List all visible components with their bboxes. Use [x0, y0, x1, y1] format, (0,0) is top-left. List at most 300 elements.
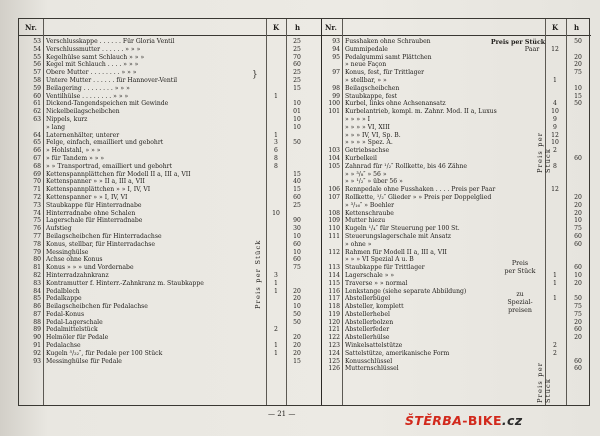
table-row [322, 54, 591, 62]
price-heller: 20 [293, 295, 301, 303]
price-kronen: 12 [551, 186, 559, 194]
price-heller: 10 [293, 100, 301, 108]
price-heller: 10 [293, 232, 301, 240]
part-number: 65 [33, 139, 41, 147]
part-description: Rahmen für Modell II a, III a, VII [345, 248, 447, 256]
part-description: Kegel mit Schlauch . . . . » » » [46, 61, 139, 69]
part-number: 64 [33, 131, 41, 139]
table-row [19, 171, 321, 179]
part-number: 123 [328, 342, 340, 350]
price-kronen: 1 [553, 76, 557, 84]
part-number: 72 [33, 193, 41, 201]
part-number: 62 [33, 108, 41, 116]
table-row [19, 69, 321, 77]
price-heller: 50 [293, 310, 301, 318]
part-description: Rollkette, ¹/₂″ Glieder » » Preis per Doppelglied [345, 193, 492, 201]
table-row [19, 241, 321, 249]
part-description: » » » » I [345, 115, 371, 123]
part-description: Traverse » » normal [345, 279, 408, 287]
part-description: » » Transportrad, emailliert und gebohrt [46, 162, 173, 170]
table-row [19, 303, 321, 311]
table-row [19, 54, 321, 62]
part-number: 97 [332, 69, 340, 77]
price-heller: 20 [574, 318, 582, 326]
table-row [19, 178, 321, 186]
part-number: 91 [33, 342, 41, 350]
part-description: Achse ohne Konus [46, 256, 103, 264]
part-number: 58 [33, 76, 41, 84]
part-description: Kettenspannplättchen » » I, IV, VI [46, 186, 151, 194]
table-row [322, 225, 591, 233]
price-heller: 60 [574, 365, 582, 373]
table-row [19, 256, 321, 264]
part-description: Untere Mutter . . . . . . für Hannover-Ventil [46, 76, 178, 84]
header-nr-right: Nr. [325, 23, 337, 32]
part-description: Kegelhülse samt Schlauch » » » [46, 53, 145, 61]
price-heller: 10 [574, 217, 582, 225]
price-heller: 50 [293, 318, 301, 326]
part-description: Sattelstütze, amerikanische Form [345, 349, 450, 357]
part-description: Helmöler für Pedale [46, 334, 109, 342]
header-h-right: h [574, 23, 580, 32]
part-number: 79 [33, 248, 41, 256]
part-description: Gummipedale [345, 45, 388, 53]
table-row [322, 311, 591, 319]
part-description: Beilagering . . . . . . . . » » » [46, 84, 130, 92]
part-description: Hinterradzahnkranz [46, 271, 109, 279]
price-heller: 75 [293, 264, 301, 272]
price-kronen: 1 [274, 131, 278, 139]
part-number: 101 [328, 108, 340, 116]
table-row [19, 155, 321, 163]
table-row [322, 61, 591, 69]
part-number: 83 [33, 279, 41, 287]
part-number: 105 [328, 162, 340, 170]
part-description: » » » VI Spezial A u. B [345, 256, 414, 264]
table-row [19, 326, 321, 334]
part-number: 109 [328, 217, 340, 225]
part-number: 59 [33, 84, 41, 92]
part-description: Kurbel, links ohne Achsenansatz [345, 100, 446, 108]
price-kronen: 1 [274, 92, 278, 100]
price-kronen: 8 [553, 162, 557, 170]
price-heller: 60 [293, 240, 301, 248]
part-number: 81 [33, 264, 41, 272]
part-number: 57 [33, 69, 41, 77]
price-heller: 60 [293, 61, 301, 69]
price-heller: 40 [293, 178, 301, 186]
price-kronen: 8 [274, 162, 278, 170]
price-heller: 10 [574, 271, 582, 279]
table-row [322, 319, 591, 327]
part-description: Staubkappe für Trittlager [345, 264, 425, 272]
part-number: 108 [328, 209, 340, 217]
part-description: Lagerschale » » [345, 271, 395, 279]
part-description: » » ¹/₂″ » über 56 » [345, 178, 403, 186]
parts-table [18, 18, 590, 406]
part-number: 122 [328, 334, 340, 342]
page-number: — 21 — [268, 410, 296, 418]
table-row [322, 272, 591, 280]
price-kronen: 3 [274, 271, 278, 279]
part-number: 55 [33, 53, 41, 61]
part-number: 80 [33, 256, 41, 264]
part-description: Mutternschlüssel [345, 365, 399, 373]
table-row [19, 210, 321, 218]
part-description: Kettenspanner » » II a, III a, VII [46, 178, 145, 186]
price-heller: 90 [293, 217, 301, 225]
table-row [19, 147, 321, 155]
part-number: 114 [328, 271, 340, 279]
part-number: 92 [33, 349, 41, 357]
table-row [19, 139, 321, 147]
price-heller: 20 [574, 209, 582, 217]
part-number: 86 [33, 303, 41, 311]
part-description: » » ³/₈″ » 56 » [345, 170, 387, 178]
part-description: Nickelbeilagscheibchen [46, 108, 120, 116]
part-description: Kurbelantrieb, kompl. m. Zahnr. Mod. II a, Luxus [345, 108, 497, 116]
price-heller: 20 [293, 342, 301, 350]
part-number: 54 [33, 45, 41, 53]
price-heller: 15 [574, 92, 582, 100]
price-heller: 60 [574, 154, 582, 162]
table-row [322, 326, 591, 334]
part-description: Pedalachse [46, 342, 81, 350]
table-row [19, 116, 321, 124]
part-description: Beilagscheibchen [345, 84, 400, 92]
part-description: » für Tandem » » » [46, 154, 105, 162]
table-row [322, 256, 591, 264]
note-preis-top: Preis per Stück [490, 39, 546, 46]
part-description: » ³/₁₆″ » Boehler [345, 201, 395, 209]
price-heller: 50 [574, 100, 582, 108]
part-number: 120 [328, 318, 340, 326]
part-number: 124 [328, 349, 340, 357]
part-number: 107 [328, 193, 340, 201]
table-row [19, 358, 321, 366]
page-footer [0, 410, 600, 432]
table-row [19, 85, 321, 93]
part-number: 104 [328, 154, 340, 162]
price-kronen: 10 [551, 108, 559, 116]
table-row [322, 249, 591, 257]
part-description: Kugeln ⁵/₃₂″, für Pedale per 100 Stück [46, 349, 163, 357]
part-description: Pedalkappe [46, 295, 82, 303]
table-row [19, 288, 321, 296]
price-kronen: 8 [274, 154, 278, 162]
part-number: 119 [328, 310, 340, 318]
price-heller: 25 [293, 76, 301, 84]
price-heller: 01 [293, 108, 301, 116]
part-number: 99 [332, 92, 340, 100]
left-column [19, 19, 322, 405]
price-heller: 20 [293, 334, 301, 342]
price-kronen: 1 [274, 342, 278, 350]
price-kronen: 12 [551, 131, 559, 139]
part-number: 75 [33, 217, 41, 225]
part-number: 68 [33, 162, 41, 170]
price-kronen: 2 [553, 349, 557, 357]
price-heller: 30 [293, 225, 301, 233]
price-kronen: 9 [553, 123, 557, 131]
part-description: Lenkstange (siehe separate Abbildung) [345, 287, 467, 295]
price-heller: 20 [574, 334, 582, 342]
part-description: Staubkappe für Hinterradnabe [46, 201, 142, 209]
table-row [322, 295, 591, 303]
part-description: Kettenspannplättchen für Modell II a, III a, VII [46, 170, 191, 178]
price-kronen: 1 [274, 349, 278, 357]
part-description: Obere Mutter . . . . . . . . » » » [46, 69, 137, 77]
price-kronen: 1 [274, 279, 278, 287]
part-description: Abstellerhülse [345, 334, 390, 342]
part-number: 112 [328, 248, 340, 256]
price-heller: 50 [293, 139, 301, 147]
part-description: Fusshaken ohne Schrauben [345, 38, 431, 45]
table-row [19, 132, 321, 140]
part-description: » » » » VI, XIII [345, 123, 390, 131]
table-row [19, 202, 321, 210]
table-row [322, 210, 591, 218]
part-number: 53 [33, 38, 41, 45]
part-number: 71 [33, 186, 41, 194]
part-description: Abstellerbolzen [345, 318, 394, 326]
price-heller: 15 [293, 84, 301, 92]
part-number: 89 [33, 326, 41, 334]
price-heller: 10 [293, 248, 301, 256]
table-row [322, 241, 591, 249]
part-number: 103 [328, 147, 340, 155]
part-description: Fedal-Konus [46, 310, 85, 318]
part-description: Pedalgummi samt Plättchen [345, 53, 432, 61]
part-description: Absteller, komplett [345, 303, 404, 311]
price-kronen: 2 [553, 342, 557, 350]
table-row [322, 217, 591, 225]
price-heller: 20 [293, 287, 301, 295]
table-row [19, 186, 321, 194]
part-description: Staubkappe, fest [345, 92, 398, 100]
price-heller: 15 [293, 357, 301, 365]
table-row [322, 264, 591, 272]
part-number: 126 [328, 365, 340, 373]
table-row [19, 272, 321, 280]
part-description: » Hohlstahl, » » » [46, 147, 101, 155]
part-description: Aufstieg [46, 225, 72, 233]
table-row [322, 186, 591, 194]
table-row [19, 280, 321, 288]
header-h: h [295, 23, 301, 32]
table-row [19, 217, 321, 225]
right-header [322, 19, 591, 36]
part-number: 100 [328, 100, 340, 108]
part-description: Beilagscheibchen für Pedalachse [46, 303, 148, 311]
part-number: 85 [33, 295, 41, 303]
price-heller: 20 [574, 201, 582, 209]
part-description: Pedalblech [46, 287, 80, 295]
price-heller: 20 [574, 279, 582, 287]
part-number: 73 [33, 201, 41, 209]
price-heller: 15 [293, 186, 301, 194]
part-description: » » » IV, VI, Sp. B. [345, 131, 401, 139]
part-description: Ventilhülse . . . . . . . . » » » [46, 92, 129, 100]
price-heller: 60 [293, 193, 301, 201]
price-heller: 60 [574, 232, 582, 240]
table-row [19, 77, 321, 85]
table-row [322, 46, 591, 54]
price-heller: 20 [574, 193, 582, 201]
part-description: » lang [46, 123, 66, 131]
part-description: Kettenschraube [345, 209, 394, 217]
part-number: 74 [33, 209, 41, 217]
part-number: 111 [328, 232, 340, 240]
table-row [19, 319, 321, 327]
part-description: Abstellerhebel [345, 310, 390, 318]
part-description: Messinghülse [46, 248, 89, 256]
part-number: 121 [328, 326, 340, 334]
table-row [322, 93, 591, 101]
table-row [19, 295, 321, 303]
part-number: 93 [332, 38, 340, 45]
note-zu: zu [516, 291, 524, 298]
table-row [19, 264, 321, 272]
price-heller: 60 [574, 240, 582, 248]
part-number: 70 [33, 178, 41, 186]
part-description: Konus, stellbar, für Hinterradachse [46, 240, 155, 248]
header-k: K [273, 23, 280, 32]
part-number: 106 [328, 186, 340, 194]
table-row [322, 233, 591, 241]
price-heller: 50 [574, 38, 582, 45]
part-number: 63 [33, 115, 41, 123]
table-row [19, 93, 321, 101]
table-row [322, 280, 591, 288]
price-heller: 25 [293, 69, 301, 77]
price-heller: 60 [574, 264, 582, 272]
part-description: Hinterradnabe ohne Schalen [46, 209, 136, 217]
part-number: 77 [33, 232, 41, 240]
part-description: » ohne » [345, 240, 372, 248]
price-heller: 75 [574, 303, 582, 311]
table-row [322, 178, 591, 186]
part-description: Rennpedale ohne Fusshaken . . . . Preis per Paar [345, 186, 496, 194]
table-row [19, 334, 321, 342]
part-number: 78 [33, 240, 41, 248]
price-kronen: 1 [553, 279, 557, 287]
part-number: 118 [328, 303, 340, 311]
price-kronen: 2 [274, 326, 278, 334]
part-description: » neue Façon [345, 61, 387, 69]
note-per-stueck: per Stück [504, 268, 536, 275]
part-description: Lagerschale für Hinterradnabe [46, 217, 143, 225]
price-heller: 20 [574, 53, 582, 61]
price-heller: 75 [574, 225, 582, 233]
table-row [322, 100, 591, 108]
part-description: Messinghülse für Pedale [46, 357, 122, 365]
part-number: 116 [328, 287, 340, 295]
table-row [322, 38, 591, 46]
price-heller: 25 [293, 201, 301, 209]
part-description: Getriebsachse [345, 147, 390, 155]
price-kronen: 6 [274, 147, 278, 155]
right-column [322, 19, 591, 405]
part-description: Pedalmittelstück [46, 326, 98, 334]
price-heller: 15 [293, 170, 301, 178]
table-row [322, 77, 591, 85]
part-description: Verschlusskappe . . . . . . Für Gloria Ventil [46, 38, 175, 45]
price-heller: 75 [574, 310, 582, 318]
part-number: 82 [33, 271, 41, 279]
table-row [19, 163, 321, 171]
part-number: 110 [328, 225, 340, 233]
part-number: 66 [33, 147, 41, 155]
part-description: Steuerungslagerschale mit Ansatz [345, 232, 452, 240]
part-number: 69 [33, 170, 41, 178]
part-number: 115 [328, 279, 340, 287]
note-preis: Preis [511, 260, 529, 267]
header-k-right: K [552, 23, 559, 32]
part-description: Kontramutter f. Hinterr.-Zahnkranz m. Staubkappe [46, 279, 204, 287]
price-heller: 25 [293, 45, 301, 53]
part-description: Kettenspanner » » I, IV, VI [46, 193, 128, 201]
part-number: 95 [332, 53, 340, 61]
price-kronen: 10 [551, 139, 559, 147]
part-description: Laternenhälter, unterer [46, 131, 120, 139]
price-kronen: 1 [553, 271, 557, 279]
left-side-label: Preis per Stück [254, 239, 262, 309]
left-rows [19, 38, 321, 365]
price-heller: 25 [293, 38, 301, 45]
price-heller: 60 [293, 256, 301, 264]
part-number: 125 [328, 357, 340, 365]
price-heller: 10 [293, 115, 301, 123]
part-description: » stellbar, » » [345, 76, 387, 84]
price-kronen: 2 [553, 147, 557, 155]
table-row [19, 342, 321, 350]
part-description: Felge, einfach, emailliert und gebohrt [46, 139, 164, 147]
price-heller: 20 [574, 61, 582, 69]
part-description: Mutter hiezu [345, 217, 386, 225]
table-row [322, 202, 591, 210]
price-heller: 50 [574, 295, 582, 303]
part-number: 98 [332, 84, 340, 92]
table-row [19, 61, 321, 69]
part-number: 90 [33, 334, 41, 342]
part-number: 93 [33, 357, 41, 365]
part-number: 94 [332, 45, 340, 53]
right-side-label-bottom: Preis per Stück [536, 361, 552, 403]
part-number: 113 [328, 264, 340, 272]
table-row [19, 124, 321, 132]
part-description: Konusschlüssel [345, 357, 393, 365]
table-row [322, 194, 591, 202]
table-row [322, 303, 591, 311]
part-description: Nippels, kurz [46, 115, 88, 123]
note-paar: Paar [524, 46, 540, 53]
left-header [19, 19, 321, 36]
part-number: 60 [33, 92, 41, 100]
part-description: Beilagscheibchen für Hinterradachse [46, 232, 162, 240]
part-number: 61 [33, 100, 41, 108]
table-row [19, 249, 321, 257]
part-description: Winkelsattelstütze [345, 342, 403, 350]
price-kronen: 3 [274, 139, 278, 147]
table-row [19, 194, 321, 202]
part-description: Abstellerfeder [345, 326, 390, 334]
right-rows [322, 38, 591, 373]
table-row [19, 233, 321, 241]
price-heller: 70 [293, 53, 301, 61]
price-kronen: 4 [553, 100, 557, 108]
table-row [322, 288, 591, 296]
